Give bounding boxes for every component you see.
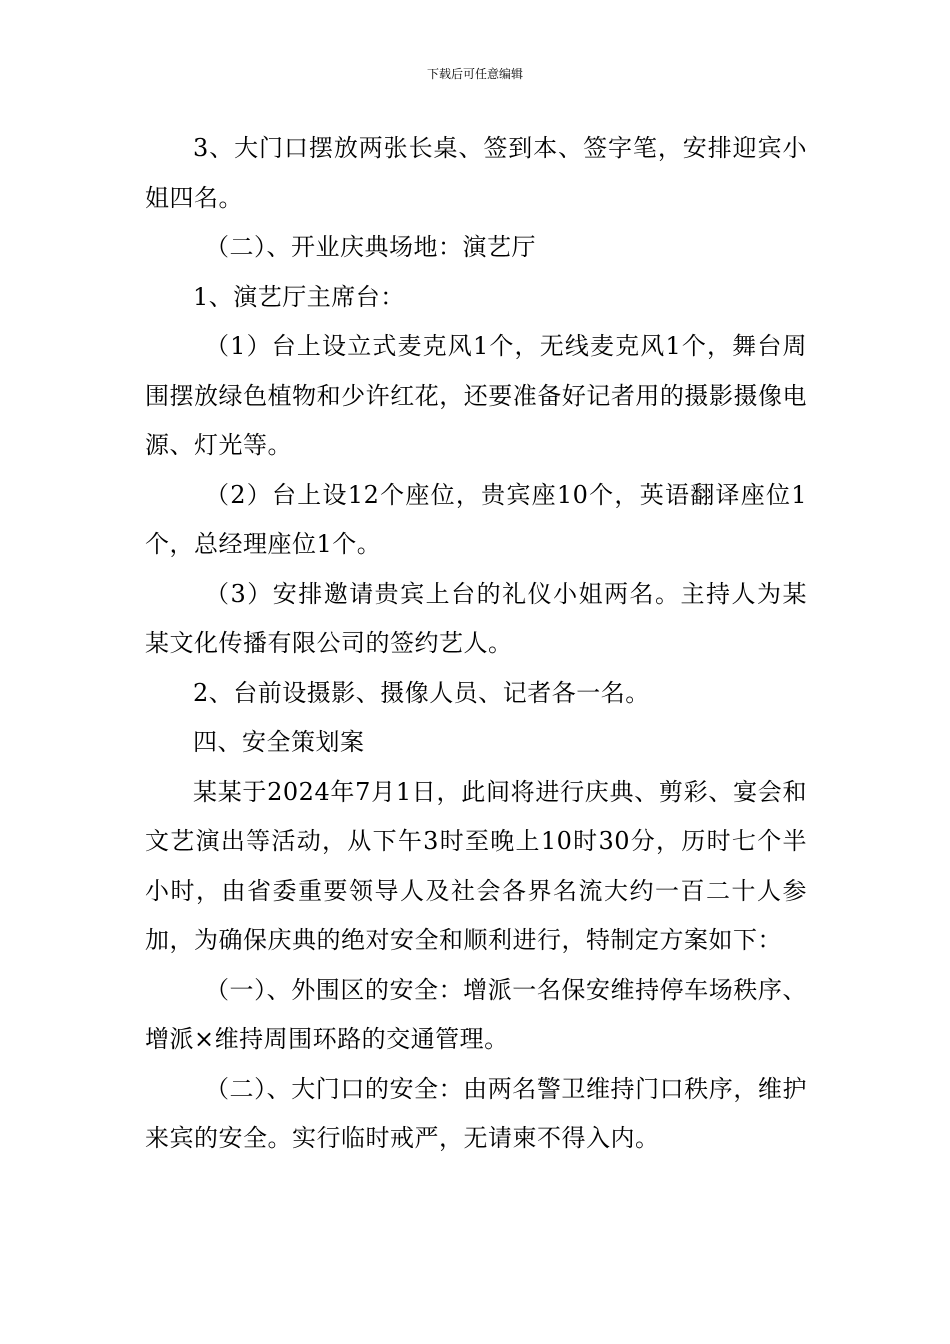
paragraph-gate-security: （二）、大门口的安全：由两名警卫维持门口秩序，维护来宾的安全。实行临时戒严，无请柬不得入内。 (145, 1074, 807, 1152)
paragraph-security-heading: 四、安全策划案 (193, 728, 365, 756)
paragraph-security-overview: 某某于2024年7月1日，此间将进行庆典、剪彩、宴会和文艺演出等活动，从下午3时至晚上10时30分，历时七个半小时，由省委重要领导人及社会各界名流大约一百二十人参加，为确保庆典的绝对安全和顺利进行，特制定方案如下： (145, 777, 807, 954)
paragraph-stage-microphones: （1）台上设立式麦克风1个，无线麦克风1个，舞台周围摆放绿色植物和少许红花，还要准备好记者用的摄影摄像电源、灯光等。 (145, 332, 807, 459)
page-header-note: 下载后可任意编辑 (426, 67, 523, 81)
paragraph-stage-seats: （2）台上设12个座位，贵宾座10个，英语翻译座位1个，总经理座位1个。 (145, 480, 807, 558)
paragraph-stage-heading: 1、演艺厅主席台： (193, 282, 405, 311)
paragraph-venue-heading: （二）、开业庆典场地：演艺厅 (205, 233, 536, 261)
paragraph-press-staff: 2、台前设摄影、摄像人员、记者各一名。 (193, 678, 650, 707)
paragraph-perimeter-security: （一）、外围区的安全：增派一名保安维持停车场秩序、增派×维持周围环路的交通管理。 (145, 975, 807, 1053)
document-body (145, 124, 807, 1164)
paragraph-entrance-tables: 3、大门口摆放两张长桌、签到本、签字笔，安排迎宾小姐四名。 (145, 134, 807, 212)
paragraph-etiquette-host: （3）安排邀请贵宾上台的礼仪小姐两名。主持人为某某文化传播有限公司的签约艺人。 (145, 579, 807, 657)
